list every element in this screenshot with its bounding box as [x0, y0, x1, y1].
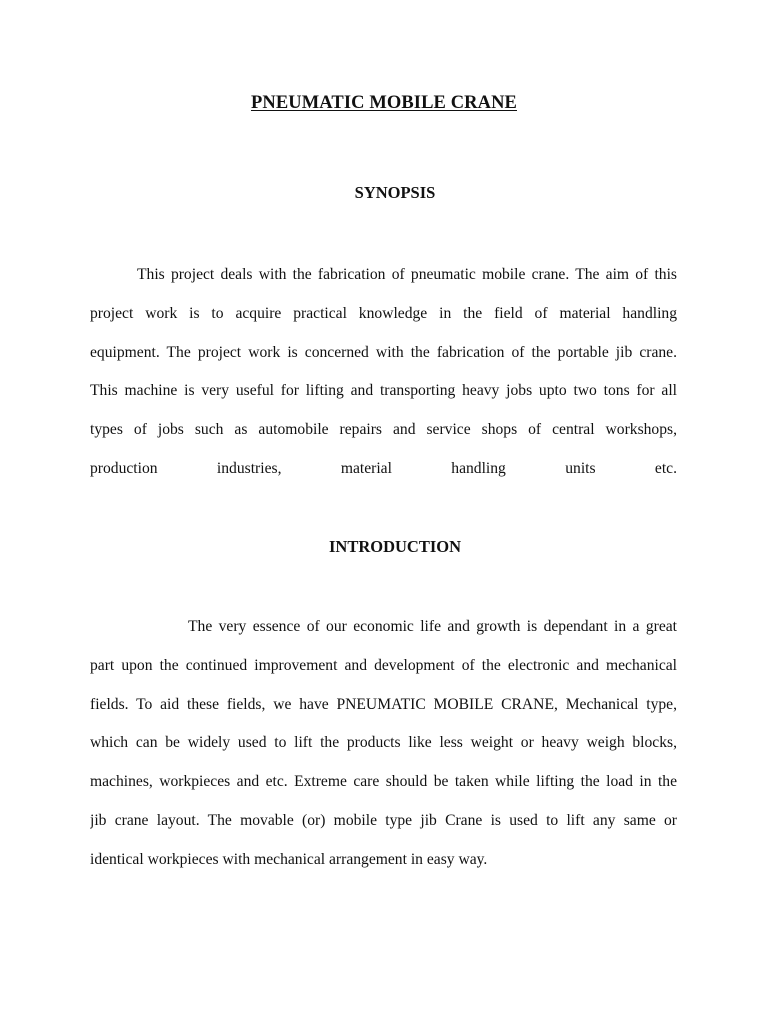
introduction-paragraph — [90, 608, 677, 880]
paragraph-line: project work is to acquire practical knowledge in the field of material handling — [90, 304, 677, 322]
paragraph-line: machines, workpieces and etc. Extreme care should be taken while lifting the load in the — [90, 773, 677, 791]
paragraph-line: identical workpieces with mechanical arrangement in easy way. — [90, 850, 488, 868]
paragraph-line: which can be widely used to lift the products like less weight or heavy weigh blocks, — [90, 734, 677, 752]
section-heading-introduction: INTRODUCTION — [328, 537, 462, 556]
paragraph-line: part upon the continued improvement and development of the electronic and mechanical — [90, 656, 677, 674]
paragraph-line: fields. To aid these fields, we have PNEUMATIC MOBILE CRANE, Mechanical type, — [90, 695, 677, 713]
synopsis-paragraph — [90, 256, 677, 489]
paragraph-line: jib crane layout. The movable (or) mobile type jib Crane is used to lift any same or — [90, 811, 677, 829]
paragraph-line: This machine is very useful for lifting and transporting heavy jobs upto two tons for all — [90, 382, 677, 400]
section-heading-synopsis: SYNOPSIS — [354, 183, 436, 202]
paragraph-line: This project deals with the fabrication of pneumatic mobile crane. The aim of this — [137, 266, 677, 283]
paragraph-line: production industries, material handling units etc. — [90, 459, 677, 477]
paragraph-line: types of jobs such as automobile repairs and service shops of central workshops, — [90, 421, 677, 439]
document-title: PNEUMATIC MOBILE CRANE — [250, 93, 517, 113]
paragraph-line: The very essence of our economic life and growth is dependant in a great — [188, 618, 677, 635]
paragraph-line: equipment. The project work is concerned with the fabrication of the portable jib crane. — [90, 343, 677, 361]
